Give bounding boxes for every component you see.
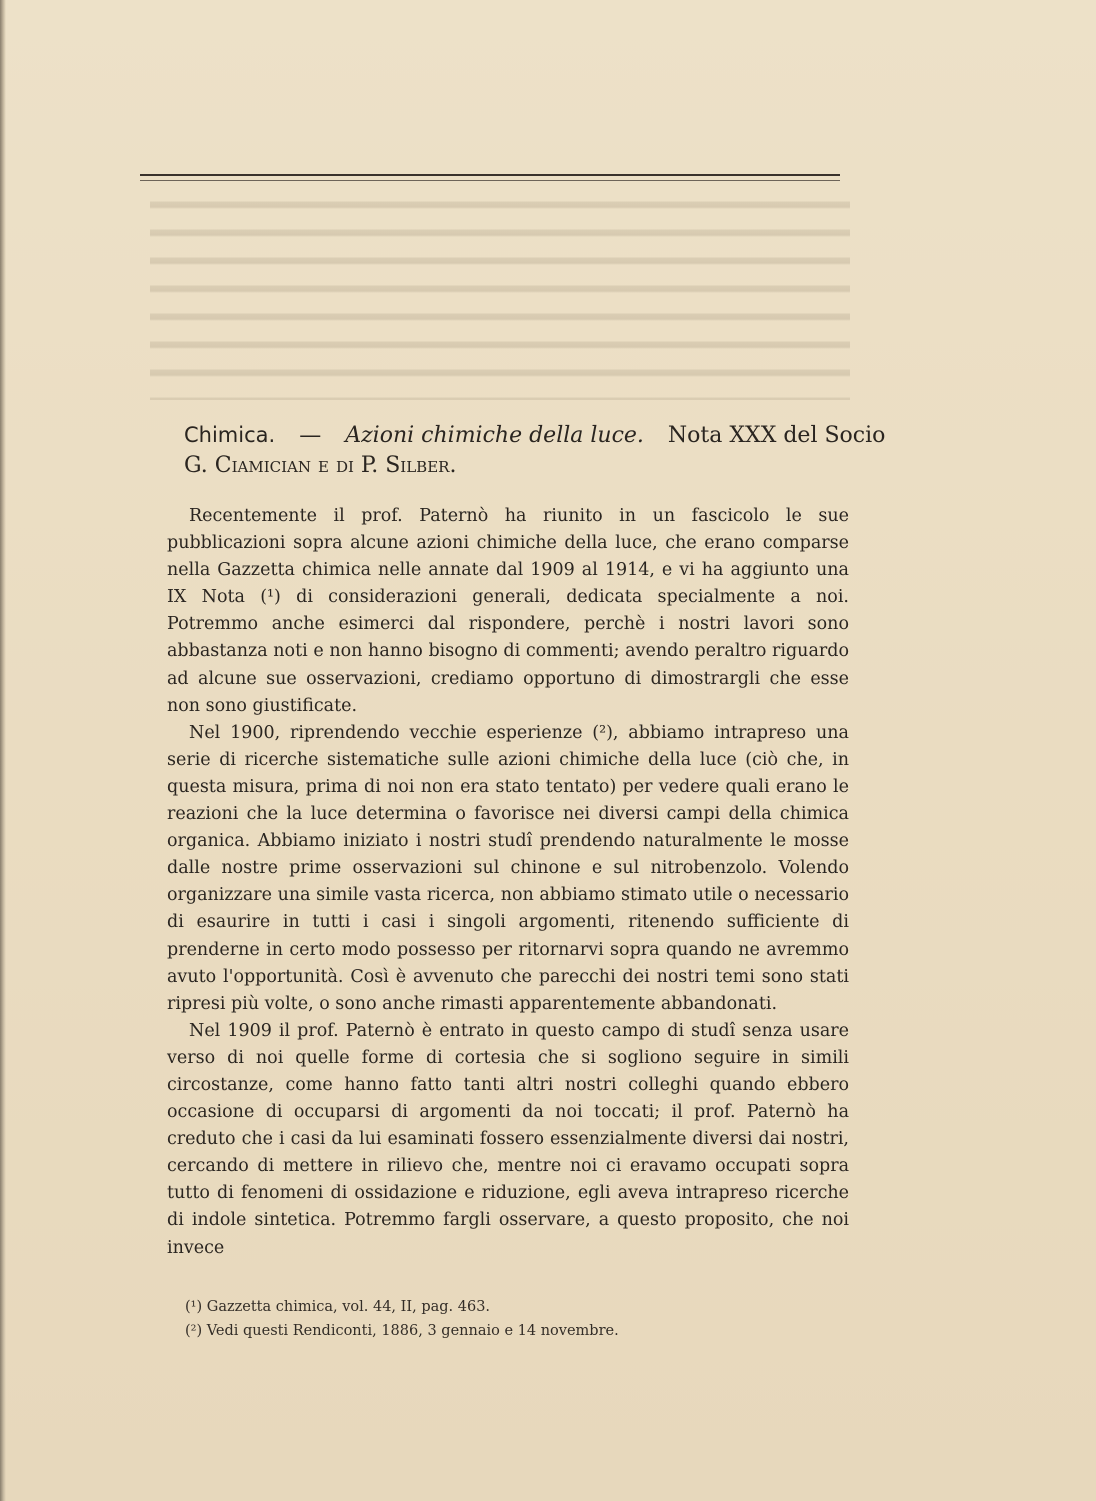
paragraph-1: Recentemente il prof. Paternò ha riunito in un fascicolo le sue pubblicazioni sopra alcune azioni chimiche della luce, che erano comparse nella Gazzetta chimica nelle annate dal 1909 al 1914, e vi ha aggiunto una IX Nota (¹) di considerazioni generali, dedicata specialmente a noi. Potremmo anche esimerci dal rispondere, perchè i nostri lavori sono abbastanza noti e non hanno bisogno di commenti; avendo peraltro riguardo ad alcune sue osservazioni, crediamo opportuno di dimostrargli che esse non sono giustificate. [167, 506, 849, 716]
heading-dash: — [299, 423, 322, 448]
header-rule [140, 174, 840, 176]
footnotes [185, 1295, 825, 1343]
header-rule-thin [140, 180, 840, 181]
page-edge-shadow [0, 0, 6, 1501]
article-heading [184, 420, 886, 481]
footnote-2: (²) Vedi questi Rendiconti, 1886, 3 gennaio e 14 novembre. [185, 1323, 619, 1339]
footnote-1: (¹) Gazzetta chimica, vol. 44, II, pag. 463. [185, 1299, 491, 1315]
article-title: Azioni chimiche della luce. [345, 423, 644, 448]
authors-line: G. Ciamician e di P. Silber. [184, 453, 457, 478]
paragraph-2: Nel 1900, riprendendo vecchie esperienze (²), abbiamo intrapreso una serie di ricerche sistematiche sulle azioni chimiche della luce (ciò che, in questa misura, prima di noi non era stato tentato) per vedere quali erano le reazioni che la luce determina o favorisce nei diversi campi della chimica organica. Abbiamo iniziato i nostri studî prendendo naturalmente le mosse dalle nostre prime osservazioni sul chinone e sul nitrobenzolo. Volendo organizzare una simile vasta ricerca, non abbiamo stimato utile o necessario di esaurire in tutti i casi i singoli argomenti, ritenendo sufficiente di prenderne in certo modo possesso per ritornarvi sopra quando ne avremmo avuto l'opportunità. Così è avvenuto che parecchi dei nostri temi sono stati ripresi più volte, o sono anche rimasti apparentemente abbandonati. [167, 722, 849, 1014]
article-body [167, 503, 849, 1262]
section-label: Chimica. [184, 423, 276, 447]
paragraph-3: Nel 1909 il prof. Paternò è entrato in questo campo di studî senza usare verso di noi quelle forme di cortesia che si sogliono seguire in simili circostanze, come hanno fatto tanti altri nostri colleghi quando ebbero occasione di occuparsi di argomenti da noi toccati; il prof. Paternò ha creduto che i casi da lui esaminati fossero essenzialmente diversi dai nostri, cercando di mettere in rilievo che, mentre noi ci eravamo occupati sopra tutto di fenomeni di ossidazione e riduzione, egli aveva intrapreso ricerche di indole sintetica. Potremmo fargli osservare, a questo proposito, che noi invece [167, 1020, 849, 1258]
note-label: Nota XXX del Socio [667, 423, 886, 448]
show-through-texture [150, 185, 850, 400]
